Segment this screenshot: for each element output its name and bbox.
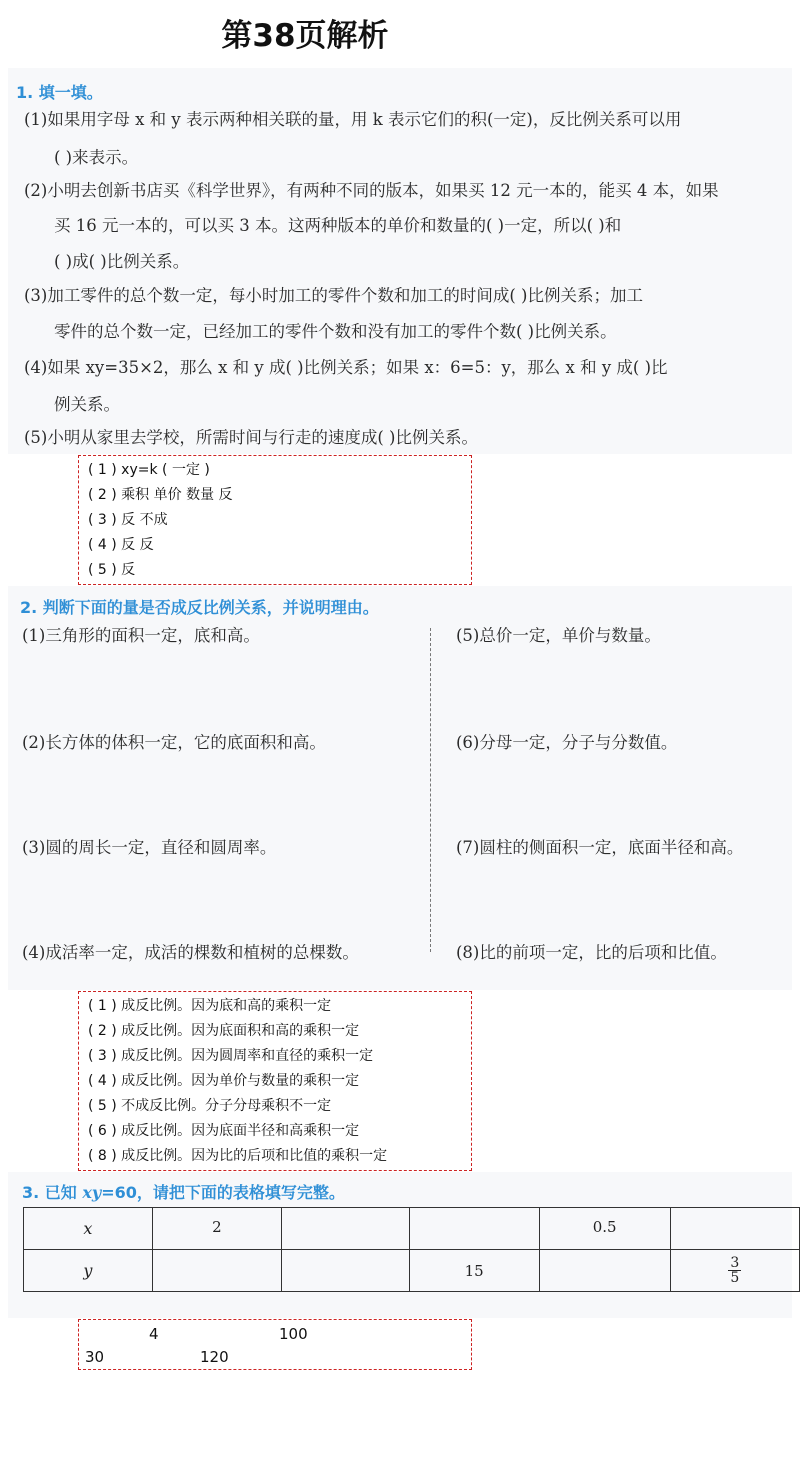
answer-line: ( 2 ) 乘积 单价 数量 反: [88, 487, 233, 503]
q2-3: (3)圆的周长一定，直径和圆周率。: [22, 838, 277, 857]
answer-line: ( 2 ) 成反比例。因为底面积和高的乘积一定: [88, 1023, 360, 1039]
table-cell: [152, 1250, 281, 1292]
section2-answer-box: [78, 991, 472, 1171]
q2-8: (8)比的前项一定，比的后项和比值。: [456, 943, 727, 962]
section1-heading: 1. 填一填。: [16, 83, 103, 102]
answer-line: ( 3 ) 成反比例。因为圆周率和直径的乘积一定: [88, 1048, 374, 1064]
page-title: 第38页解析: [221, 18, 389, 54]
table-cell: 0.5: [539, 1208, 670, 1250]
section3-heading-prefix: 3. 已知: [22, 1183, 83, 1202]
answer-value: 4: [149, 1325, 159, 1343]
q1-1-line1: (1)如果用字母 x 和 y 表示两种相关联的量，用 k 表示它们的积(一定)，反比例关系可以用: [24, 110, 682, 129]
q1-2-line3: ( )成( )比例关系。: [54, 252, 190, 271]
answer-line: ( 8 ) 成反比例。因为比的后项和比值的乘积一定: [88, 1148, 388, 1164]
section3-heading-suffix: =60，请把下面的表格填写完整。: [101, 1183, 345, 1202]
q2-2: (2)长方体的体积一定，它的底面积和高。: [22, 733, 326, 752]
q1-4-line2: 例关系。: [54, 395, 120, 414]
q1-1-line2: ( )来表示。: [54, 148, 139, 167]
q2-6: (6)分母一定，分子与分数值。: [456, 733, 678, 752]
fraction-numerator: 3: [730, 1254, 740, 1271]
table-cell: [281, 1208, 409, 1250]
answer-value: 120: [200, 1348, 229, 1366]
q2-4: (4)成活率一定，成活的棵数和植树的总棵数。: [22, 943, 359, 962]
table-cell: [409, 1208, 539, 1250]
answer-line: ( 1 ) xy=k ( 一定 ): [88, 462, 210, 478]
table-cell: 2: [152, 1208, 281, 1250]
row-label-x: x: [24, 1208, 153, 1250]
answer-line: ( 5 ) 不成反比例。分子分母乘积不一定: [88, 1098, 332, 1114]
table-cell: 15: [409, 1250, 539, 1292]
q2-1: (1)三角形的面积一定，底和高。: [22, 626, 260, 645]
q1-2-line2: 买 16 元一本的，可以买 3 本。这两种版本的单价和数量的( )一定，所以( )和: [54, 216, 622, 235]
row-label-y: y: [24, 1250, 153, 1292]
answer-line: ( 4 ) 反 反: [88, 537, 154, 553]
q2-7: (7)圆柱的侧面积一定，底面半径和高。: [456, 838, 744, 857]
section1-answer-box: [78, 455, 472, 585]
column-divider: [430, 628, 431, 952]
table-row: [24, 1208, 800, 1250]
table-cell: [670, 1208, 799, 1250]
answer-line: ( 5 ) 反: [88, 562, 136, 578]
section3-heading: [22, 1180, 345, 1203]
q1-5-line1: (5)小明从家里去学校，所需时间与行走的速度成( )比例关系。: [24, 428, 478, 447]
section3-heading-var: xy: [82, 1183, 102, 1202]
section2-heading: 2. 判断下面的量是否成反比例关系，并说明理由。: [20, 598, 379, 617]
answer-line: ( 4 ) 成反比例。因为单价与数量的乘积一定: [88, 1073, 360, 1089]
xy-table: [23, 1207, 800, 1292]
q1-3-line1: (3)加工零件的总个数一定，每小时加工的零件个数和加工的时间成( )比例关系；加工: [24, 286, 643, 305]
q1-2-line1: (2)小明去创新书店买《科学世界》，有两种不同的版本，如果买 12 元一本的，能买 4 本，如果: [24, 181, 719, 200]
answer-line: ( 1 ) 成反比例。因为底和高的乘积一定: [88, 998, 332, 1014]
answer-line: ( 6 ) 成反比例。因为底面半径和高乘积一定: [88, 1123, 360, 1139]
fraction: [728, 1256, 741, 1285]
table-cell: [281, 1250, 409, 1292]
table-cell-fraction: [670, 1250, 799, 1292]
answer-value: 100: [279, 1325, 308, 1343]
answer-value: 30: [85, 1348, 105, 1366]
q2-5: (5)总价一定，单价与数量。: [456, 626, 661, 645]
fraction-denominator: 5: [730, 1269, 740, 1286]
answer-line: ( 3 ) 反 不成: [88, 512, 168, 528]
q1-3-line2: 零件的总个数一定，已经加工的零件个数和没有加工的零件个数( )比例关系。: [54, 322, 617, 341]
section3-answer-box: [78, 1319, 472, 1370]
q1-4-line1: (4)如果 xy=35×2，那么 x 和 y 成( )比例关系；如果 x：6=5：y，那么 x 和 y 成( )比: [24, 358, 668, 377]
table-cell: [539, 1250, 670, 1292]
table-row: [24, 1250, 800, 1292]
